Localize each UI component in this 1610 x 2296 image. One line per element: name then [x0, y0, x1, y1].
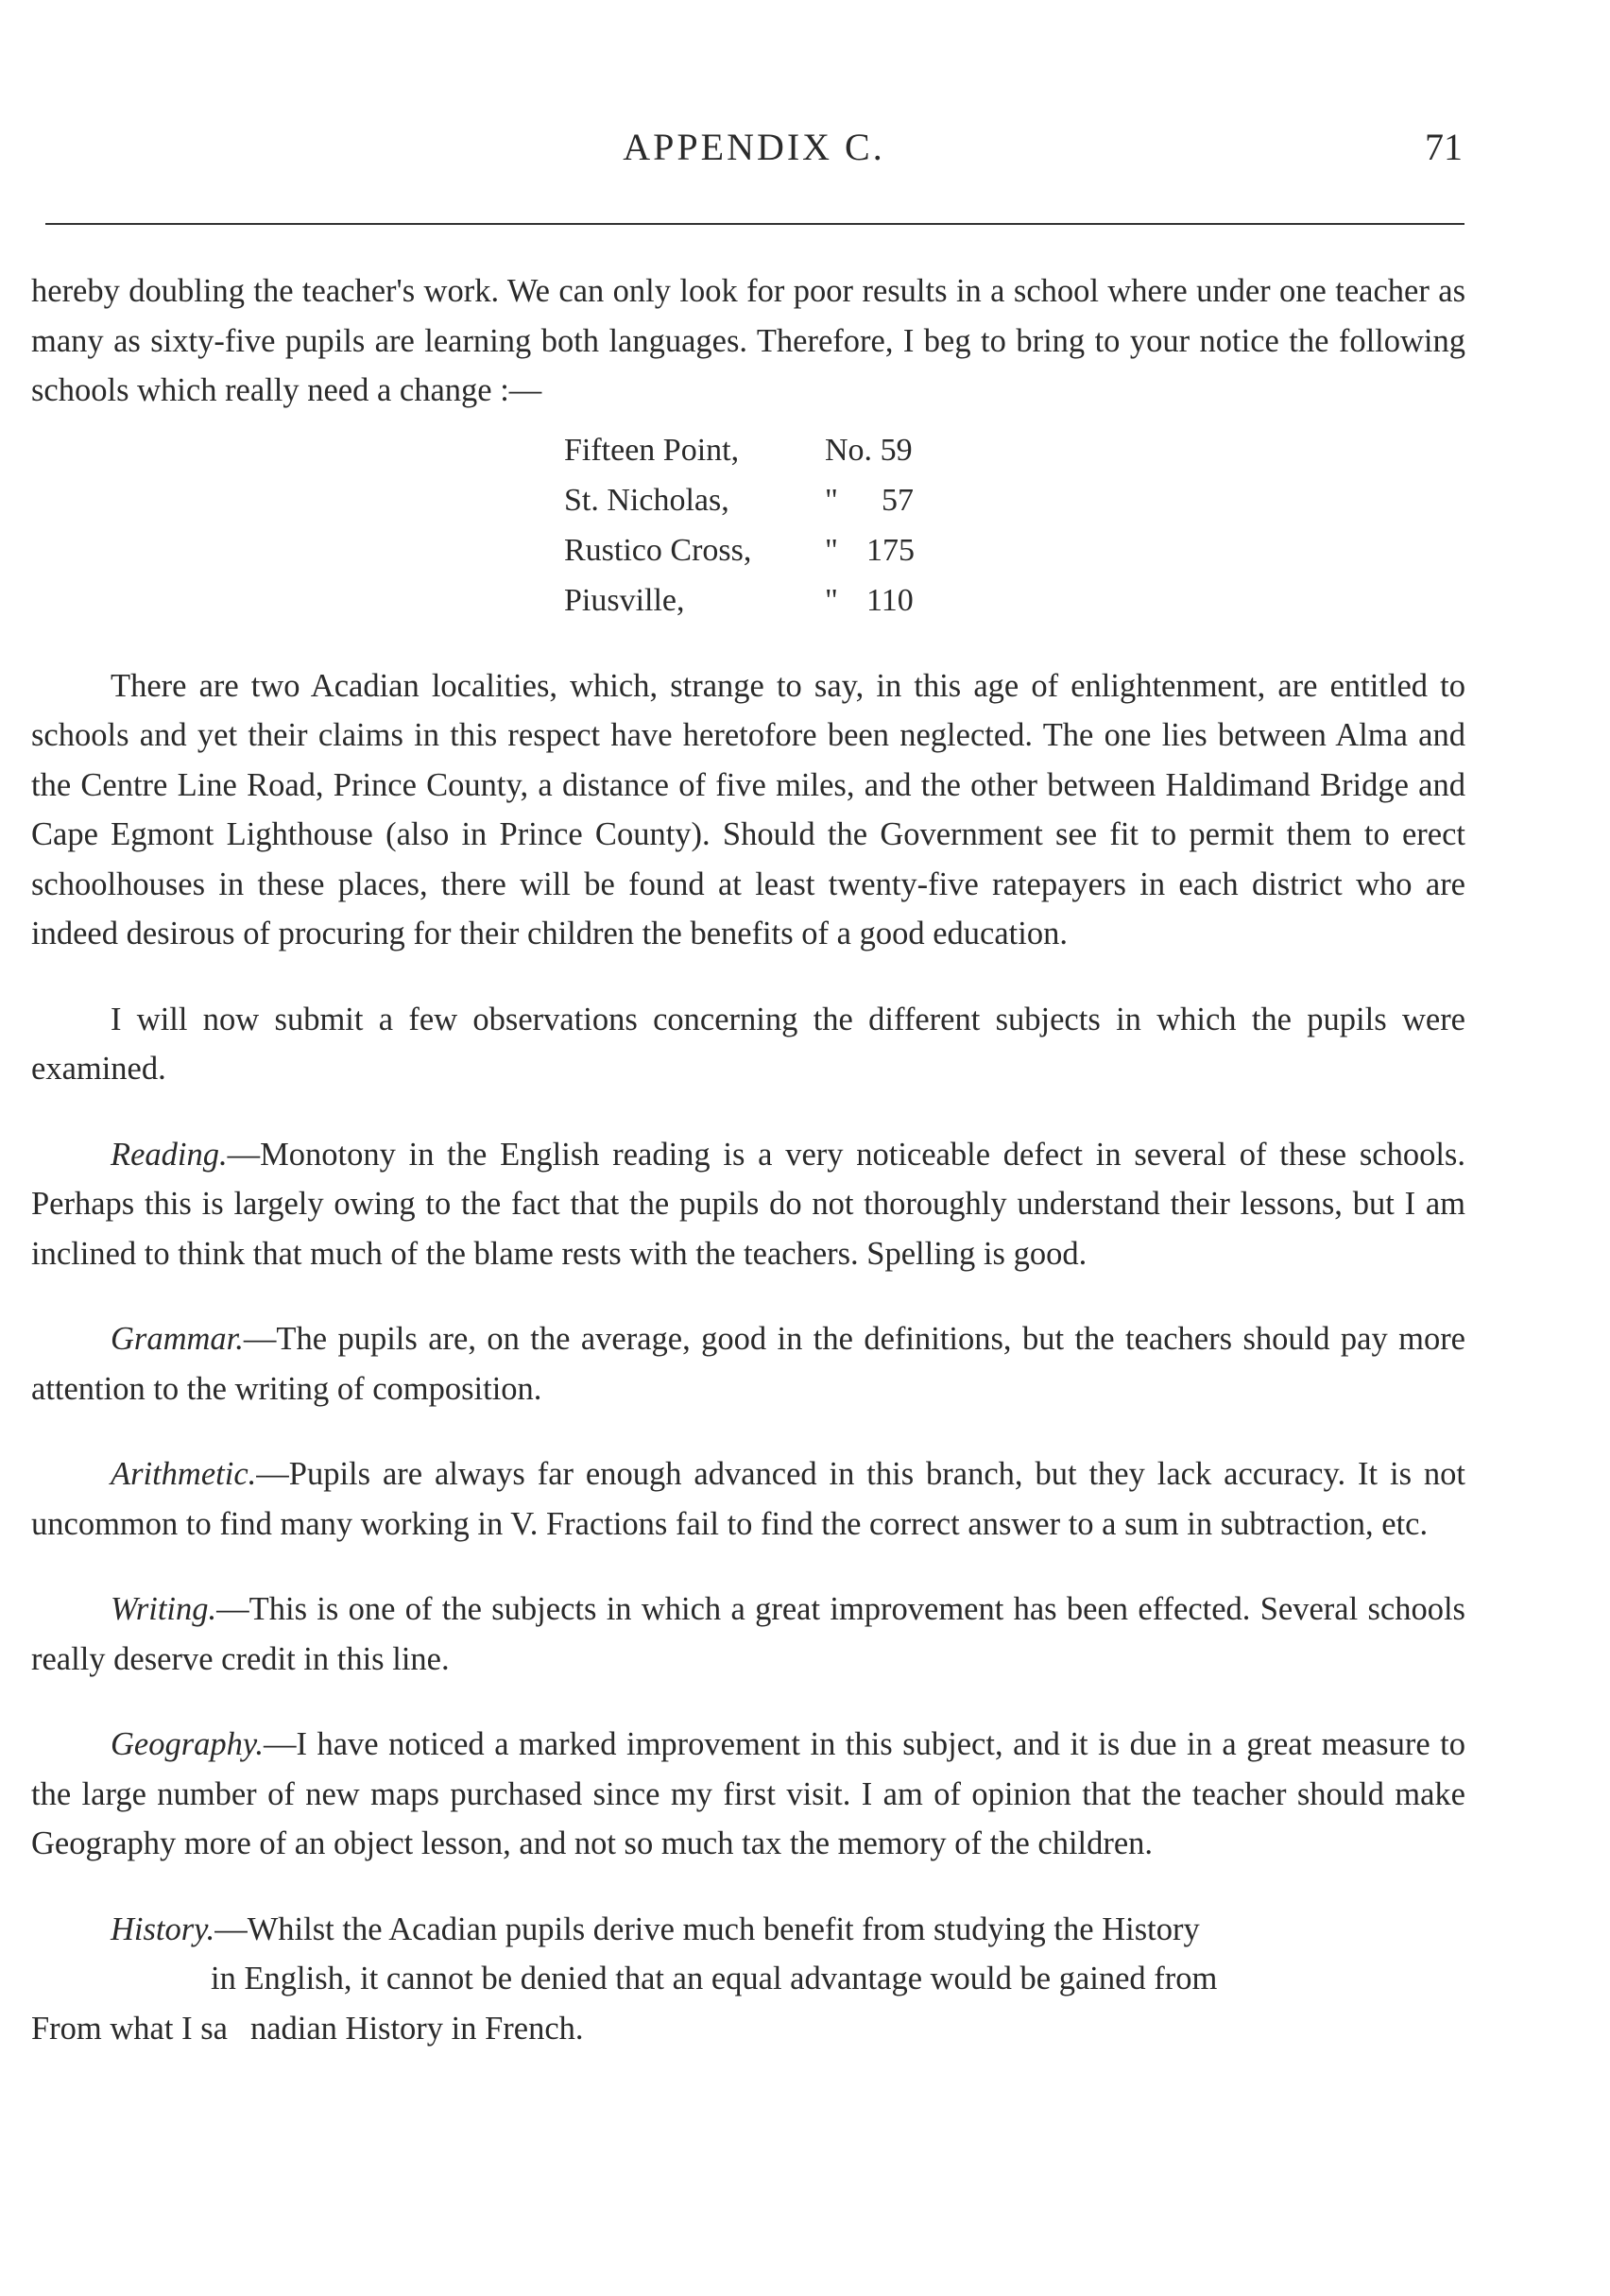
school-number-prefix: " [825, 482, 838, 518]
subject-arithmetic [31, 1449, 1465, 1549]
history-line-3 [31, 2004, 1465, 2054]
header-rule [45, 223, 1464, 225]
subject-heading: History. [111, 1910, 215, 1947]
page-body [31, 266, 1465, 2053]
school-name: Fifteen Point, [564, 432, 740, 468]
subject-grammar [31, 1314, 1465, 1414]
subject-writing [31, 1585, 1465, 1684]
school-number: 57 [882, 482, 914, 518]
paragraph-acadian-localities: There are two Acadian localities, which, strange to say, in this age of enlightenment, are entitled to schools and yet their claims in this respect have heretofore been neglected. The one lies between Alma and the Centre Line Road, Prince County, a distance of five miles, and the other between Haldimand Bridge and Cape Egmont Lighthouse (also in Prince County). Should the Government see fit to permit them to erect schoolhouses in these places, there will be found at least twenty-five ratepayers in each district who are indeed desirous of procuring for their children the benefits of a good education. [31, 667, 1465, 951]
spacer [31, 1869, 1465, 1905]
subject-heading: Writing. [111, 1591, 217, 1627]
spacer [31, 1278, 1465, 1314]
school-number-prefix: No. [825, 432, 873, 468]
school-number: 110 [866, 582, 914, 618]
paragraph-observations: I will now submit a few observations concerning the different subjects in which the pupils were examined. [31, 1001, 1465, 1087]
subject-heading: Geography. [111, 1726, 264, 1762]
paragraph-continuation: hereby doubling the teacher's work. We can only look for poor results in a school where under one teacher as many as sixty-five pupils are learning both languages. Therefore, I beg to bring to your notice the following schools which really need a change :— [31, 273, 1465, 408]
school-number: 59 [880, 432, 913, 468]
subject-text: —Monotony in the English reading is a very noticeable defect in several of these schools. Perhaps this is largely owing to the fact that the pupils do not thoroughly understand their lessons, but I am inclined to think that much of the blame rests with the teachers. Spelling is good. [31, 1136, 1465, 1272]
spacer [31, 1684, 1465, 1720]
school-list [564, 425, 1465, 625]
school-number-prefix: " [825, 532, 838, 568]
school-number: 175 [866, 532, 915, 568]
list-item [564, 525, 1465, 575]
list-item [564, 475, 1465, 525]
school-name: Rustico Cross, [564, 532, 752, 568]
spacer [31, 1549, 1465, 1585]
history-line-3-right: nadian History in French. [249, 2010, 584, 2047]
school-name: Piusville, [564, 582, 685, 618]
history-line-3-left: From what I sa [31, 2010, 228, 2047]
subject-geography [31, 1720, 1465, 1869]
subject-heading: Reading. [111, 1136, 228, 1173]
history-line-2: in English, it cannot be denied that an equal advantage would be gained from [211, 1961, 1218, 1996]
subject-text: —This is one of the subjects in which a great improvement has been effected. Several schools really deserve credit in this line. [31, 1591, 1465, 1677]
spacer [31, 625, 1465, 661]
damaged-lines [31, 1954, 1465, 2053]
subject-reading [31, 1130, 1465, 1279]
subject-text: —Pupils are always far enough advanced in this branch, but they lack accuracy. It is not uncommon to find many working in V. Fractions fail to find the correct answer to a sum in subtraction, etc. [31, 1456, 1465, 1542]
subject-text: —I have noticed a marked improvement in this subject, and it is due in a great measure to the large number of new maps purchased since my first visit. I am of opinion that the teacher should make Geography more of an object lesson, and not so much tax the memory of the children. [31, 1726, 1465, 1861]
list-item [564, 425, 1465, 475]
subject-heading: Grammar. [111, 1321, 244, 1357]
school-number-prefix: " [825, 582, 838, 618]
subject-heading: Arithmetic. [111, 1456, 257, 1492]
page-title: APPENDIX C. [623, 126, 885, 168]
school-name: St. Nicholas, [564, 482, 729, 518]
running-head [45, 125, 1463, 181]
spacer [31, 1414, 1465, 1449]
list-item [564, 575, 1465, 625]
spacer [31, 959, 1465, 995]
spacer [31, 1094, 1465, 1130]
subject-history [31, 1905, 1465, 1955]
page-number: 71 [1425, 126, 1463, 168]
subject-text: —The pupils are, on the average, good in the definitions, but the teachers should pay more attention to the writing of composition. [31, 1321, 1465, 1407]
subject-text: —Whilst the Acadian pupils derive much benefit from studying the History [214, 1910, 1200, 1947]
